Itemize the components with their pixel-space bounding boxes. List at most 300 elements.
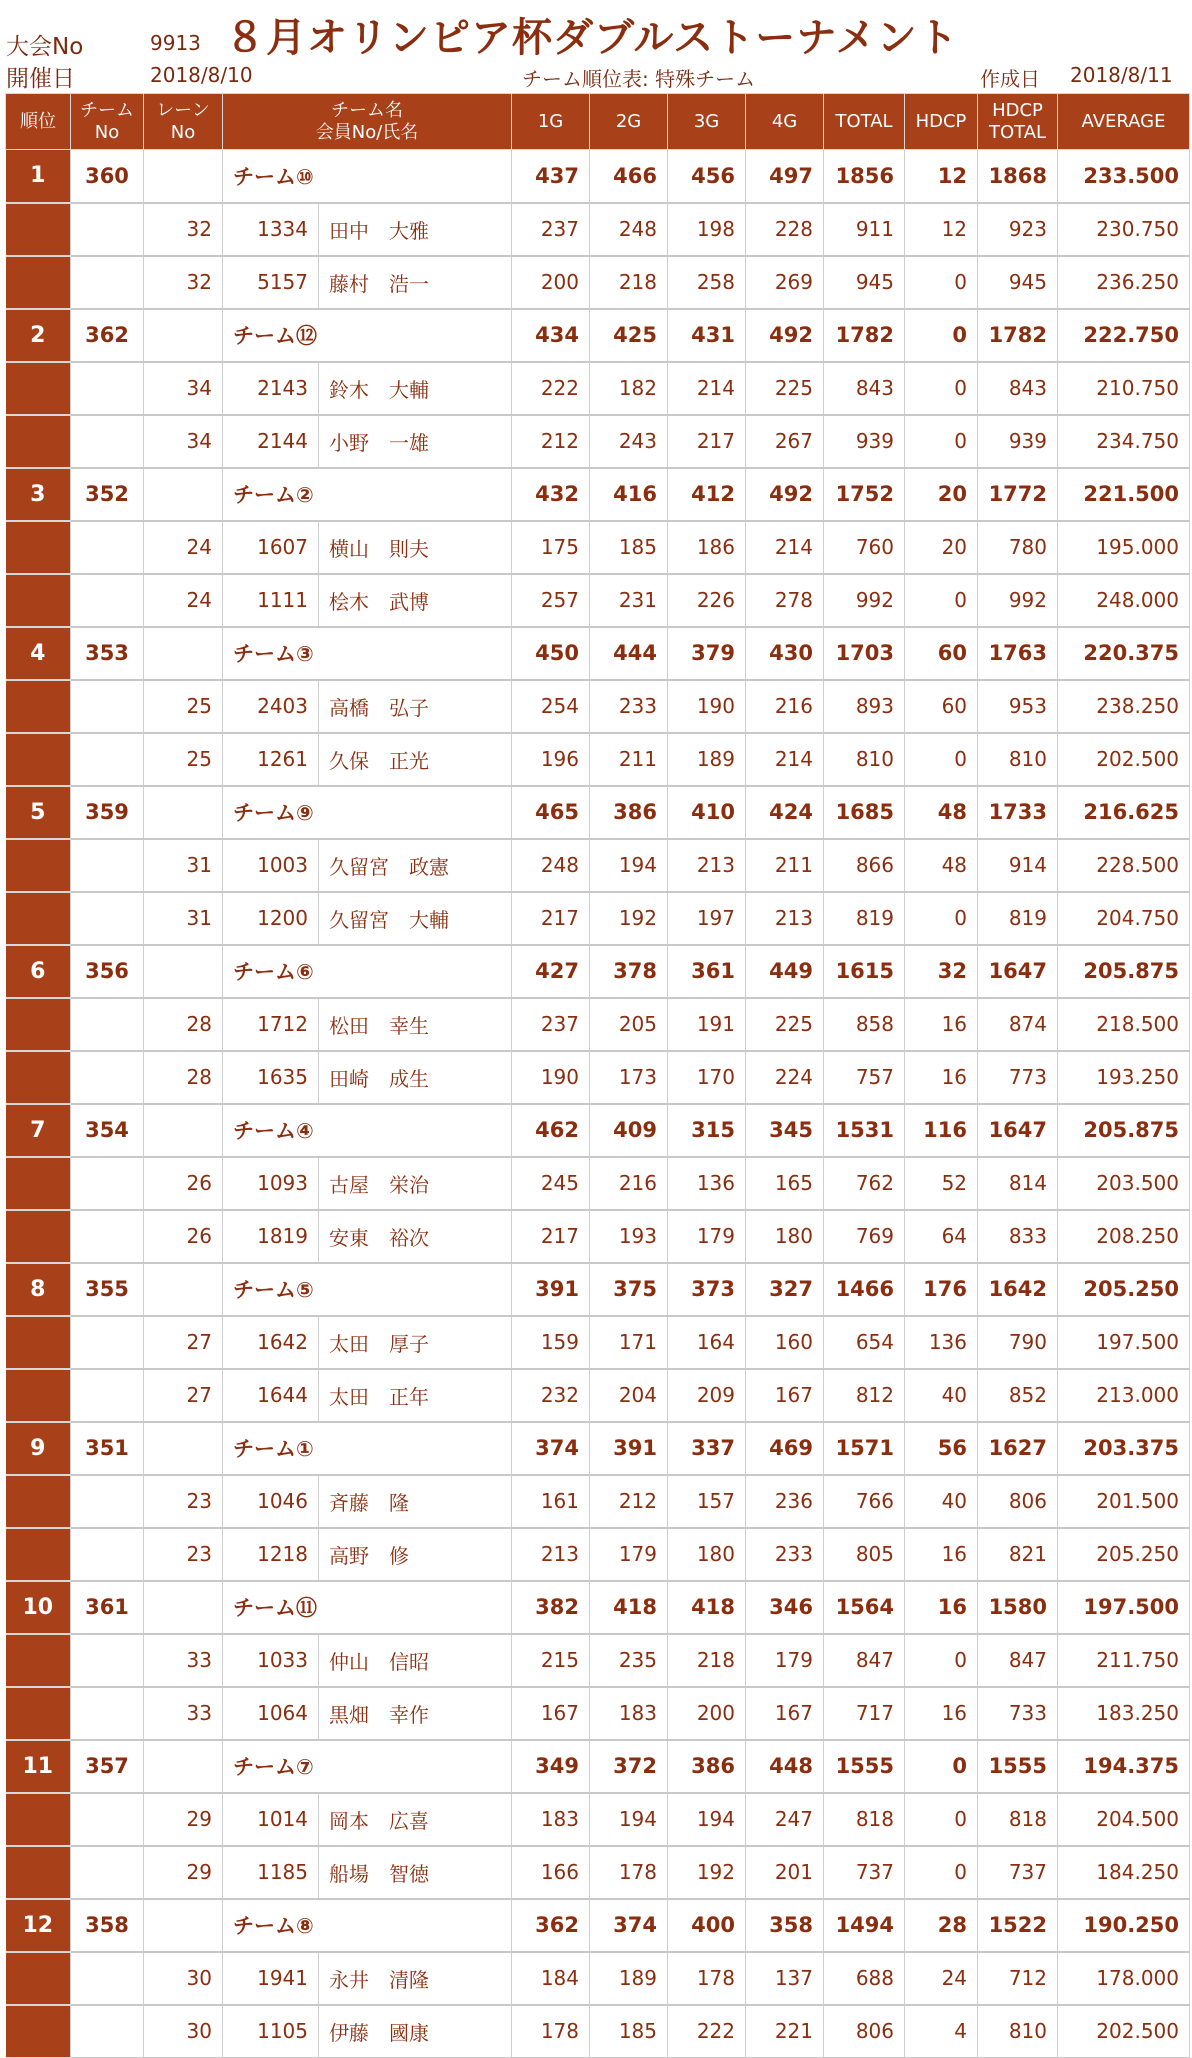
average-cell: 205.250 <box>1058 1528 1190 1581</box>
member-name-cell: 永井 清隆 <box>319 1952 512 2005</box>
average-cell: 204.500 <box>1058 1793 1190 1846</box>
g4-cell: 492 <box>746 309 824 362</box>
g1-cell: 434 <box>512 309 590 362</box>
team-no-cell-empty <box>71 1952 144 2005</box>
team-no-cell: 358 <box>71 1899 144 1952</box>
average-cell: 184.250 <box>1058 1846 1190 1899</box>
member-name-cell: 高橋 弘子 <box>319 680 512 733</box>
g4-cell: 236 <box>746 1475 824 1528</box>
rank-cell-empty <box>6 1316 71 1369</box>
g2-cell: 372 <box>590 1740 668 1793</box>
member-row <box>6 1793 1190 1846</box>
member-row <box>6 733 1190 786</box>
g4-cell: 167 <box>746 1687 824 1740</box>
g4-cell: 225 <box>746 998 824 1051</box>
rank-cell: 2 <box>6 309 71 362</box>
rank-cell-empty <box>6 1846 71 1899</box>
g2-cell: 178 <box>590 1846 668 1899</box>
total-cell: 1564 <box>824 1581 905 1634</box>
hdcp-cell: 40 <box>905 1369 978 1422</box>
team-no-cell: 357 <box>71 1740 144 1793</box>
g2-cell: 171 <box>590 1316 668 1369</box>
g1-cell: 257 <box>512 574 590 627</box>
team-no-cell-empty <box>71 574 144 627</box>
rank-cell-empty <box>6 892 71 945</box>
g4-cell: 327 <box>746 1263 824 1316</box>
g3-cell: 373 <box>668 1263 746 1316</box>
g3-cell: 189 <box>668 733 746 786</box>
col-lane-no <box>144 94 223 150</box>
total-cell: 806 <box>824 2005 905 2058</box>
hdcp-total-cell: 1647 <box>978 1104 1058 1157</box>
lane-cell: 31 <box>144 892 223 945</box>
total-cell: 945 <box>824 256 905 309</box>
average-cell: 193.250 <box>1058 1051 1190 1104</box>
team-no-cell-empty <box>71 1634 144 1687</box>
total-cell: 717 <box>824 1687 905 1740</box>
g4-cell: 345 <box>746 1104 824 1157</box>
g1-cell: 237 <box>512 203 590 256</box>
hdcp-cell: 0 <box>905 256 978 309</box>
lane-cell: 28 <box>144 998 223 1051</box>
member-name-cell: 古屋 栄治 <box>319 1157 512 1210</box>
lane-cell: 26 <box>144 1210 223 1263</box>
member-name-cell: 仲山 信昭 <box>319 1634 512 1687</box>
g4-cell: 160 <box>746 1316 824 1369</box>
g2-cell: 204 <box>590 1369 668 1422</box>
g2-cell: 444 <box>590 627 668 680</box>
hdcp-cell: 176 <box>905 1263 978 1316</box>
team-name-cell: チーム⑫ <box>223 309 512 362</box>
lane-cell: 24 <box>144 574 223 627</box>
lane-cell: 27 <box>144 1369 223 1422</box>
average-cell: 216.625 <box>1058 786 1190 839</box>
member-no-cell: 1105 <box>223 2005 319 2058</box>
g3-cell: 222 <box>668 2005 746 2058</box>
hdcp-total-cell: 1868 <box>978 150 1058 203</box>
average-cell: 248.000 <box>1058 574 1190 627</box>
g1-cell: 200 <box>512 256 590 309</box>
g1-cell: 178 <box>512 2005 590 2058</box>
hdcp-total-cell: 852 <box>978 1369 1058 1422</box>
member-name-cell: 安東 裕次 <box>319 1210 512 1263</box>
col-g1: 1G <box>512 94 590 150</box>
team-no-cell-empty <box>71 362 144 415</box>
average-cell: 213.000 <box>1058 1369 1190 1422</box>
member-no-cell: 1819 <box>223 1210 319 1263</box>
member-row <box>6 1687 1190 1740</box>
g1-cell: 175 <box>512 521 590 574</box>
hdcp-cell: 0 <box>905 309 978 362</box>
rank-cell-empty <box>6 839 71 892</box>
average-cell: 195.000 <box>1058 521 1190 574</box>
g2-cell: 386 <box>590 786 668 839</box>
g1-cell: 248 <box>512 839 590 892</box>
team-no-cell: 355 <box>71 1263 144 1316</box>
member-name-cell: 太田 厚子 <box>319 1316 512 1369</box>
total-cell: 843 <box>824 362 905 415</box>
average-cell: 197.500 <box>1058 1316 1190 1369</box>
average-cell: 205.250 <box>1058 1263 1190 1316</box>
member-no-cell: 1218 <box>223 1528 319 1581</box>
team-no-cell-empty <box>71 680 144 733</box>
member-no-cell: 1644 <box>223 1369 319 1422</box>
g2-cell: 192 <box>590 892 668 945</box>
average-cell: 178.000 <box>1058 1952 1190 2005</box>
col-g3: 3G <box>668 94 746 150</box>
g4-cell: 492 <box>746 468 824 521</box>
team-no-cell: 362 <box>71 309 144 362</box>
average-cell: 205.875 <box>1058 945 1190 998</box>
member-row <box>6 1210 1190 1263</box>
g1-cell: 450 <box>512 627 590 680</box>
team-name-cell: チーム⑦ <box>223 1740 512 1793</box>
rank-cell-empty <box>6 733 71 786</box>
g4-cell: 430 <box>746 627 824 680</box>
hdcp-total-cell: 773 <box>978 1051 1058 1104</box>
g1-cell: 161 <box>512 1475 590 1528</box>
member-row <box>6 1051 1190 1104</box>
total-cell: 810 <box>824 733 905 786</box>
total-cell: 766 <box>824 1475 905 1528</box>
hdcp-total-cell: 806 <box>978 1475 1058 1528</box>
total-cell: 1615 <box>824 945 905 998</box>
average-cell: 228.500 <box>1058 839 1190 892</box>
team-no-cell-empty <box>71 839 144 892</box>
g2-cell: 179 <box>590 1528 668 1581</box>
hdcp-total-cell: 790 <box>978 1316 1058 1369</box>
col-hdcp-total-line2: TOTAL <box>988 121 1047 143</box>
total-cell: 893 <box>824 680 905 733</box>
total-cell: 1685 <box>824 786 905 839</box>
g1-cell: 245 <box>512 1157 590 1210</box>
member-name-cell: 田中 大雅 <box>319 203 512 256</box>
g1-cell: 215 <box>512 1634 590 1687</box>
member-name-cell: 黒畑 幸作 <box>319 1687 512 1740</box>
lane-cell: 32 <box>144 203 223 256</box>
member-row <box>6 1634 1190 1687</box>
rank-cell-empty <box>6 1528 71 1581</box>
g1-cell: 222 <box>512 362 590 415</box>
ranking-table <box>5 93 1190 2058</box>
g1-cell: 382 <box>512 1581 590 1634</box>
lane-cell <box>144 1104 223 1157</box>
member-row <box>6 1475 1190 1528</box>
g2-cell: 231 <box>590 574 668 627</box>
total-cell: 818 <box>824 1793 905 1846</box>
g4-cell: 165 <box>746 1157 824 1210</box>
member-row <box>6 1952 1190 2005</box>
member-no-cell: 1111 <box>223 574 319 627</box>
g3-cell: 164 <box>668 1316 746 1369</box>
hdcp-cell: 16 <box>905 1528 978 1581</box>
g3-cell: 178 <box>668 1952 746 2005</box>
hdcp-cell: 24 <box>905 1952 978 2005</box>
hdcp-total-cell: 847 <box>978 1634 1058 1687</box>
hdcp-total-cell: 1782 <box>978 309 1058 362</box>
g3-cell: 418 <box>668 1581 746 1634</box>
rank-cell-empty <box>6 574 71 627</box>
event-date: 2018/8/10 <box>150 63 253 87</box>
g3-cell: 456 <box>668 150 746 203</box>
member-no-cell: 1334 <box>223 203 319 256</box>
team-no-cell: 354 <box>71 1104 144 1157</box>
g4-cell: 221 <box>746 2005 824 2058</box>
team-name-cell: チーム⑪ <box>223 1581 512 1634</box>
g1-cell: 465 <box>512 786 590 839</box>
g4-cell: 358 <box>746 1899 824 1952</box>
rank-cell: 1 <box>6 150 71 203</box>
team-row <box>6 1263 1190 1316</box>
g3-cell: 213 <box>668 839 746 892</box>
hdcp-cell: 20 <box>905 521 978 574</box>
g2-cell: 182 <box>590 362 668 415</box>
g1-cell: 254 <box>512 680 590 733</box>
g4-cell: 137 <box>746 1952 824 2005</box>
g1-cell: 196 <box>512 733 590 786</box>
g2-cell: 416 <box>590 468 668 521</box>
col-average: AVERAGE <box>1058 94 1190 150</box>
member-no-cell: 2144 <box>223 415 319 468</box>
team-no-cell: 351 <box>71 1422 144 1475</box>
g3-cell: 412 <box>668 468 746 521</box>
member-row <box>6 839 1190 892</box>
member-row <box>6 2005 1190 2058</box>
hdcp-cell: 0 <box>905 1793 978 1846</box>
member-no-cell: 1046 <box>223 1475 319 1528</box>
total-cell: 992 <box>824 574 905 627</box>
average-cell: 202.500 <box>1058 733 1190 786</box>
total-cell: 1752 <box>824 468 905 521</box>
team-no-cell-empty <box>71 1210 144 1263</box>
team-row <box>6 945 1190 998</box>
member-row <box>6 1369 1190 1422</box>
average-cell: 190.250 <box>1058 1899 1190 1952</box>
member-no-cell: 1200 <box>223 892 319 945</box>
g1-cell: 391 <box>512 1263 590 1316</box>
page-title: ８月オリンピア杯ダブルストーナメント <box>225 15 959 61</box>
hdcp-total-cell: 833 <box>978 1210 1058 1263</box>
team-name-cell: チーム③ <box>223 627 512 680</box>
lane-cell <box>144 1899 223 1952</box>
team-row <box>6 468 1190 521</box>
total-cell: 760 <box>824 521 905 574</box>
g3-cell: 214 <box>668 362 746 415</box>
team-no-cell-empty <box>71 1846 144 1899</box>
g3-cell: 431 <box>668 309 746 362</box>
rank-cell-empty <box>6 1210 71 1263</box>
g4-cell: 233 <box>746 1528 824 1581</box>
g2-cell: 218 <box>590 256 668 309</box>
g4-cell: 201 <box>746 1846 824 1899</box>
hdcp-cell: 12 <box>905 150 978 203</box>
member-no-cell: 2143 <box>223 362 319 415</box>
hdcp-cell: 16 <box>905 1581 978 1634</box>
member-name-cell: 田崎 成生 <box>319 1051 512 1104</box>
total-cell: 1555 <box>824 1740 905 1793</box>
rank-cell: 12 <box>6 1899 71 1952</box>
total-cell: 688 <box>824 1952 905 2005</box>
g4-cell: 167 <box>746 1369 824 1422</box>
member-no-cell: 1261 <box>223 733 319 786</box>
total-cell: 1494 <box>824 1899 905 1952</box>
g4-cell: 269 <box>746 256 824 309</box>
team-no-cell-empty <box>71 998 144 1051</box>
lane-cell: 31 <box>144 839 223 892</box>
total-cell: 1856 <box>824 150 905 203</box>
lane-cell: 29 <box>144 1846 223 1899</box>
hdcp-total-cell: 737 <box>978 1846 1058 1899</box>
col-hdcp-total-line1: HDCP <box>992 99 1043 121</box>
g2-cell: 173 <box>590 1051 668 1104</box>
table-header-row <box>6 94 1190 150</box>
lane-cell: 30 <box>144 1952 223 2005</box>
lane-cell: 32 <box>144 256 223 309</box>
hdcp-total-cell: 1580 <box>978 1581 1058 1634</box>
g2-cell: 212 <box>590 1475 668 1528</box>
team-no-cell-empty <box>71 892 144 945</box>
member-name-cell: 桧木 武博 <box>319 574 512 627</box>
member-no-cell: 1014 <box>223 1793 319 1846</box>
team-no-cell-empty <box>71 1051 144 1104</box>
team-no-cell-empty <box>71 415 144 468</box>
team-name-cell: チーム④ <box>223 1104 512 1157</box>
rank-cell: 3 <box>6 468 71 521</box>
hdcp-cell: 0 <box>905 1634 978 1687</box>
member-row <box>6 1528 1190 1581</box>
g1-cell: 427 <box>512 945 590 998</box>
average-cell: 220.375 <box>1058 627 1190 680</box>
team-no-cell: 352 <box>71 468 144 521</box>
total-cell: 1782 <box>824 309 905 362</box>
rank-cell-empty <box>6 521 71 574</box>
g3-cell: 190 <box>668 680 746 733</box>
member-name-cell: 太田 正年 <box>319 1369 512 1422</box>
lane-cell <box>144 1422 223 1475</box>
rank-cell-empty <box>6 1369 71 1422</box>
rank-cell-empty <box>6 1157 71 1210</box>
g1-cell: 232 <box>512 1369 590 1422</box>
hdcp-cell: 32 <box>905 945 978 998</box>
g3-cell: 170 <box>668 1051 746 1104</box>
g2-cell: 466 <box>590 150 668 203</box>
g3-cell: 226 <box>668 574 746 627</box>
g1-cell: 237 <box>512 998 590 1051</box>
average-cell: 183.250 <box>1058 1687 1190 1740</box>
average-cell: 204.750 <box>1058 892 1190 945</box>
member-name-cell: 久留宮 大輔 <box>319 892 512 945</box>
total-cell: 654 <box>824 1316 905 1369</box>
lane-cell <box>144 1740 223 1793</box>
g3-cell: 400 <box>668 1899 746 1952</box>
lane-cell <box>144 468 223 521</box>
col-name-line1: チーム名 <box>331 99 403 121</box>
team-no-cell-empty <box>71 1793 144 1846</box>
average-cell: 205.875 <box>1058 1104 1190 1157</box>
member-name-cell: 藤村 浩一 <box>319 256 512 309</box>
hdcp-total-cell: 1627 <box>978 1422 1058 1475</box>
average-cell: 203.375 <box>1058 1422 1190 1475</box>
rank-cell-empty <box>6 2005 71 2058</box>
hdcp-total-cell: 1555 <box>978 1740 1058 1793</box>
taikai-number: 9913 <box>150 31 201 55</box>
g1-cell: 167 <box>512 1687 590 1740</box>
g2-cell: 243 <box>590 415 668 468</box>
g3-cell: 410 <box>668 786 746 839</box>
lane-cell: 30 <box>144 2005 223 2058</box>
average-cell: 203.500 <box>1058 1157 1190 1210</box>
average-cell: 238.250 <box>1058 680 1190 733</box>
hdcp-total-cell: 1772 <box>978 468 1058 521</box>
rank-cell: 7 <box>6 1104 71 1157</box>
col-team-no-line2: No <box>94 121 120 143</box>
col-hdcp-total <box>978 94 1058 150</box>
team-no-cell-empty <box>71 1369 144 1422</box>
total-cell: 866 <box>824 839 905 892</box>
team-name-cell: チーム⑧ <box>223 1899 512 1952</box>
g2-cell: 248 <box>590 203 668 256</box>
member-name-cell: 横山 則夫 <box>319 521 512 574</box>
g4-cell: 179 <box>746 1634 824 1687</box>
total-cell: 939 <box>824 415 905 468</box>
rank-cell-empty <box>6 1475 71 1528</box>
average-cell: 234.750 <box>1058 415 1190 468</box>
g3-cell: 157 <box>668 1475 746 1528</box>
member-name-cell: 斉藤 隆 <box>319 1475 512 1528</box>
team-row <box>6 1104 1190 1157</box>
col-lane-line1: レーン <box>156 99 210 121</box>
average-cell: 233.500 <box>1058 150 1190 203</box>
average-cell: 197.500 <box>1058 1581 1190 1634</box>
member-no-cell: 1635 <box>223 1051 319 1104</box>
g3-cell: 209 <box>668 1369 746 1422</box>
member-row <box>6 1157 1190 1210</box>
g2-cell: 183 <box>590 1687 668 1740</box>
member-no-cell: 1712 <box>223 998 319 1051</box>
member-row <box>6 203 1190 256</box>
member-name-cell: 久留宮 政憲 <box>319 839 512 892</box>
lane-cell <box>144 1581 223 1634</box>
hdcp-cell: 56 <box>905 1422 978 1475</box>
hdcp-cell: 0 <box>905 1846 978 1899</box>
g4-cell: 267 <box>746 415 824 468</box>
team-row <box>6 1581 1190 1634</box>
average-cell: 208.250 <box>1058 1210 1190 1263</box>
rank-cell: 5 <box>6 786 71 839</box>
member-row <box>6 415 1190 468</box>
member-row <box>6 1316 1190 1369</box>
total-cell: 762 <box>824 1157 905 1210</box>
member-row <box>6 574 1190 627</box>
g3-cell: 386 <box>668 1740 746 1793</box>
rank-cell-empty <box>6 1634 71 1687</box>
rank-cell-empty <box>6 998 71 1051</box>
hdcp-total-cell: 843 <box>978 362 1058 415</box>
g4-cell: 214 <box>746 733 824 786</box>
g2-cell: 216 <box>590 1157 668 1210</box>
lane-cell: 25 <box>144 680 223 733</box>
lane-cell: 23 <box>144 1475 223 1528</box>
g2-cell: 205 <box>590 998 668 1051</box>
col-g2: 2G <box>590 94 668 150</box>
hdcp-total-cell: 992 <box>978 574 1058 627</box>
g1-cell: 374 <box>512 1422 590 1475</box>
hdcp-cell: 52 <box>905 1157 978 1210</box>
team-name-cell: チーム⑥ <box>223 945 512 998</box>
rank-cell-empty <box>6 203 71 256</box>
rank-cell-empty <box>6 415 71 468</box>
lane-cell <box>144 309 223 362</box>
